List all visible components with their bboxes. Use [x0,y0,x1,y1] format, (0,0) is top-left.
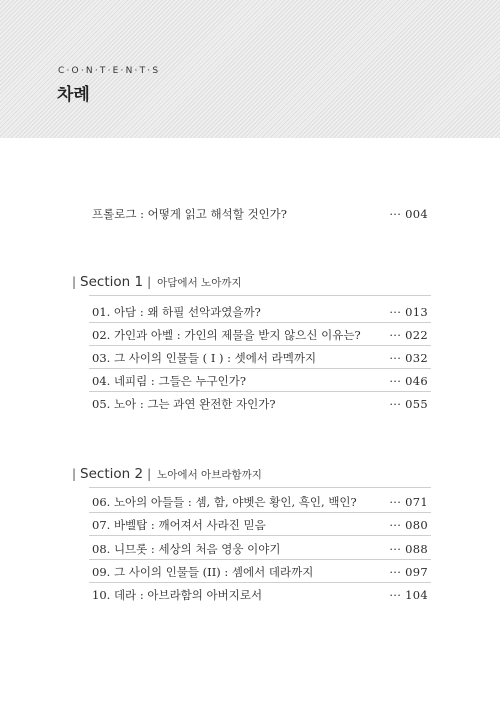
toc-entry-page: ··· 022 [389,328,428,342]
section-bar-left: | [72,467,77,481]
toc-entry[interactable] [92,586,428,604]
toc-entry-page: ··· 046 [389,374,428,388]
toc-entry-title: 프롤로그 : 어떻게 읽고 해석할 것인가? [92,207,287,221]
section-divider [89,295,431,296]
row-divider [89,391,431,392]
toc-entry-page: ··· 013 [389,305,428,319]
toc-entry[interactable] [92,372,428,390]
toc-entry-title: 09. 그 사이의 인물들 (II) : 셈에서 데라까지 [92,565,314,579]
toc-entry[interactable] [92,540,428,558]
section-2-heading [72,464,262,482]
toc-entry-title: 03. 그 사이의 인물들 ( I ) : 셋에서 라멕까지 [92,351,317,365]
row-divider [89,368,431,369]
toc-entry-title: 01. 아담 : 왜 하필 선악과였을까? [92,305,261,319]
toc-entry-page: ··· 071 [389,495,428,509]
section-bar-right: | [147,275,152,289]
toc-entry-prologue[interactable] [92,205,428,223]
section-1-heading [72,272,242,290]
page-title: 차례 [57,85,90,105]
toc-entry-page: ··· 055 [389,397,428,411]
section-label: Section 1 [80,274,144,290]
toc-entry-page: ··· 104 [389,588,428,602]
toc-entry-title: 06. 노아의 아들들 : 셈, 함, 야벳은 황인, 흑인, 백인? [92,495,357,509]
row-divider [89,322,431,323]
section-divider [89,487,431,488]
toc-entry-title: 05. 노아 : 그는 과연 완전한 자인가? [92,397,276,411]
toc-entry-title: 10. 데라 : 아브라함의 아버지로서 [92,588,263,602]
row-divider [89,512,431,513]
toc-entry[interactable] [92,563,428,581]
row-divider [89,535,431,536]
row-divider [89,345,431,346]
toc-entry-page: ··· 032 [389,351,428,365]
toc-entry[interactable] [92,349,428,367]
toc-entry[interactable] [92,326,428,344]
toc-entry-page: ··· 080 [389,518,428,532]
section-label: Section 2 [80,466,144,482]
row-divider [89,582,431,583]
section-bar-right: | [147,467,152,481]
section-title: 아담에서 노아까지 [157,277,242,289]
toc-entry-title: 07. 바벨탑 : 깨어져서 사라진 믿음 [92,518,266,532]
toc-entry-title: 08. 니므롯 : 세상의 처음 영웅 이야기 [92,542,281,556]
toc-entry[interactable] [92,303,428,321]
toc-entry-title: 02. 가인과 아벨 : 가인의 제물을 받지 않으신 이유는? [92,328,361,342]
toc-entry[interactable] [92,516,428,534]
toc-entry-page: ··· 004 [389,207,428,221]
toc-entry-page: ··· 097 [389,565,428,579]
toc-entry-title: 04. 네피림 : 그들은 누구인가? [92,374,247,388]
section-title: 노아에서 아브라함까지 [157,469,262,481]
contents-label: C·O·N·T·E·N·T·S [58,66,161,76]
section-bar-left: | [72,275,77,289]
toc-entry-page: ··· 088 [389,542,428,556]
toc-entry[interactable] [92,395,428,413]
row-divider [89,559,431,560]
toc-entry[interactable] [92,493,428,511]
header-band [0,0,500,138]
